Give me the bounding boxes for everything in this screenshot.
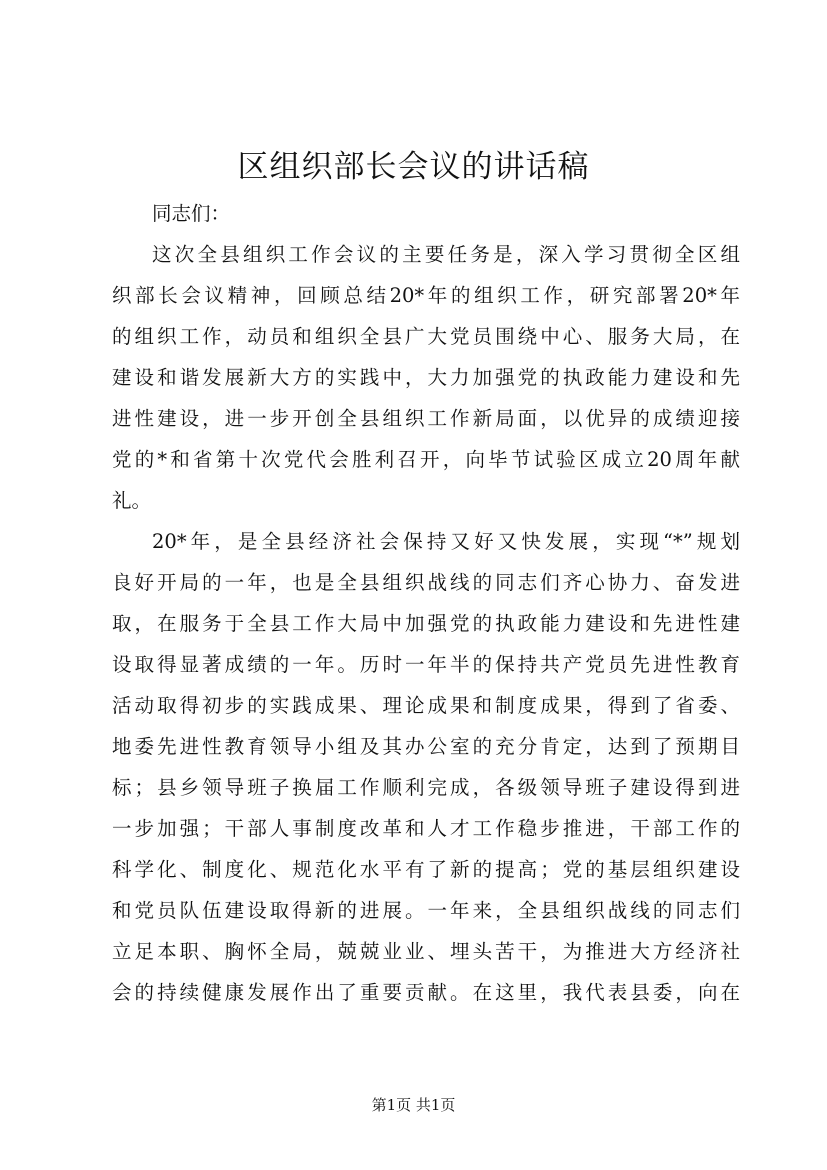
salutation	[112, 193, 740, 234]
paragraph-line: 礼。	[112, 489, 152, 512]
paragraph-line: 党的*和省第十次党代会胜利召开，向毕节试验区成立20周年献	[112, 448, 740, 471]
paragraph-line: 地委先进性教育领导小组及其办公室的充分肯定，达到了预期目	[112, 735, 740, 758]
paragraph-line: 会的持续健康发展作出了重要贡献。在这里，我代表县委，向在	[112, 981, 740, 1004]
paragraph-line: 科学化、制度化、规范化水平有了新的提高；党的基层组织建设	[112, 858, 740, 881]
paragraph-line: 进性建设，进一步开创全县组织工作新局面，以优异的成绩迎接	[112, 407, 740, 430]
paragraph-line: 取，在服务于全县工作大局中加强党的执政能力建设和先进性建	[112, 612, 740, 635]
paragraph-line: 和党员队伍建设取得新的进展。一年来，全县组织战线的同志们	[112, 899, 740, 922]
paragraph-2	[112, 521, 740, 1013]
paragraph-line: 良好开局的一年，也是全县组织战线的同志们齐心协力、奋发进	[112, 571, 740, 594]
paragraph-line: 立足本职、胸怀全局，兢兢业业、埋头苦干，为推进大方经济社	[112, 940, 740, 963]
paragraph-line: 标；县乡领导班子换届工作顺利完成，各级领导班子建设得到进	[112, 776, 740, 799]
paragraph-line: 织部长会议精神，回顾总结20*年的组织工作，研究部署20*年	[112, 284, 740, 307]
page-footer: 第1页 共1页	[371, 1096, 456, 1114]
paragraph-line: 一步加强；干部人事制度改革和人才工作稳步推进，干部工作的	[112, 817, 740, 840]
paragraph-line: 设取得显著成绩的一年。历时一年半的保持共产党员先进性教育	[112, 653, 740, 676]
salutation-line: 同志们：	[152, 202, 231, 225]
paragraph-line: 活动取得初步的实践成果、理论成果和制度成果，得到了省委、	[112, 694, 740, 717]
paragraph-line: 的组织工作，动员和组织全县广大党员围绕中心、服务大局，在	[112, 325, 740, 348]
document-body	[112, 193, 740, 1013]
paragraph-line: 建设和谐发展新大方的实践中，大力加强党的执政能力建设和先	[112, 366, 740, 389]
paragraph-line: 20*年，是全县经济社会保持又好又快发展，实现“*”规划	[152, 530, 740, 553]
document-title: 区组织部长会议的讲话稿	[237, 149, 590, 185]
paragraph-line: 这次全县组织工作会议的主要任务是，深入学习贯彻全区组	[152, 243, 740, 266]
paragraph-1	[112, 234, 740, 521]
